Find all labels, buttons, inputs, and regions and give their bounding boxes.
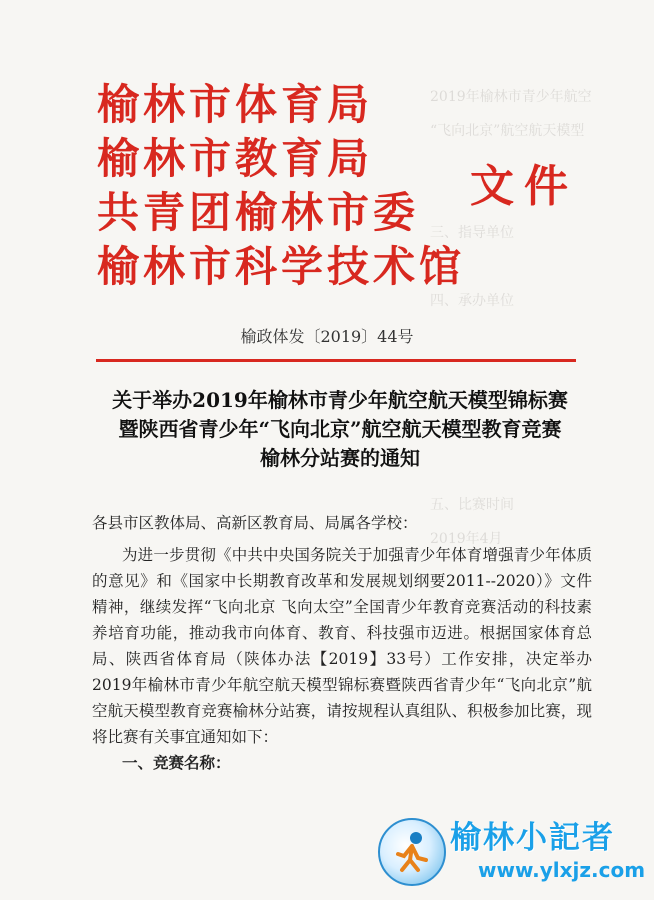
issuer-name: 共青团榆林市委	[97, 188, 420, 237]
red-divider	[96, 359, 576, 362]
watermark	[378, 812, 648, 892]
bleed-line: 2019年榆林市青少年航空	[430, 89, 592, 105]
issuer-name: 榆林市科学技术馆	[97, 242, 466, 291]
notice-title	[80, 386, 600, 473]
doc-type-label: 文件	[470, 161, 578, 212]
issuer-block	[97, 78, 465, 294]
watermark-brand: 榆林小記者	[450, 820, 615, 856]
watermark-url: www.ylxjz.com	[478, 858, 646, 882]
title-line: 榆林分站赛的通知	[260, 446, 420, 470]
bleed-line: “飞向北京”航空航天模型	[430, 123, 585, 139]
salutation: 各县市区教体局、高新区教育局、局属各学校：	[92, 514, 418, 532]
title-line: 关于举办2019年榆林市青少年航空航天模型锦标赛	[112, 388, 568, 412]
title-line: 暨陕西省青少年“飞向北京”航空航天模型教育竞赛	[118, 417, 562, 441]
bleed-line: 五、比赛时间	[430, 497, 514, 513]
notice-body	[92, 510, 592, 776]
bleed-line: 三、指导单位	[430, 225, 514, 241]
issuer-name: 榆林市教育局	[97, 134, 374, 183]
bleed-line: 2019年4月	[430, 531, 503, 547]
runner-logo-icon	[378, 818, 446, 886]
document-number: 榆政体发〔2019〕44号	[240, 327, 414, 346]
section-heading: 一、竞赛名称：	[122, 753, 231, 772]
body-paragraph: 为进一步贯彻《中共中央国务院关于加强青少年体育增强青少年体质的意见》和《国家中长期教育改革和发展规划纲要2011--2020）》文件精神，继续发挥“飞向北京 飞向太空”全国青少年教育竞赛活动的科技素养培育功能，推动我市向体育、教育、科技强市迈进。根据国家体育总局、陕西省体育局（陕体办法【2019】33号）工作安排，决定举办2019年榆林市青少年航空航天模型锦标赛暨陕西省青少年“飞向北京”航空航天模型教育竞赛榆林分站赛，请按规程认真组队、积极参加比赛，现将比赛有关事宜通知如下：	[92, 546, 592, 746]
bleed-line: 四、承办单位	[430, 293, 514, 309]
issuer-name: 榆林市体育局	[97, 80, 374, 129]
